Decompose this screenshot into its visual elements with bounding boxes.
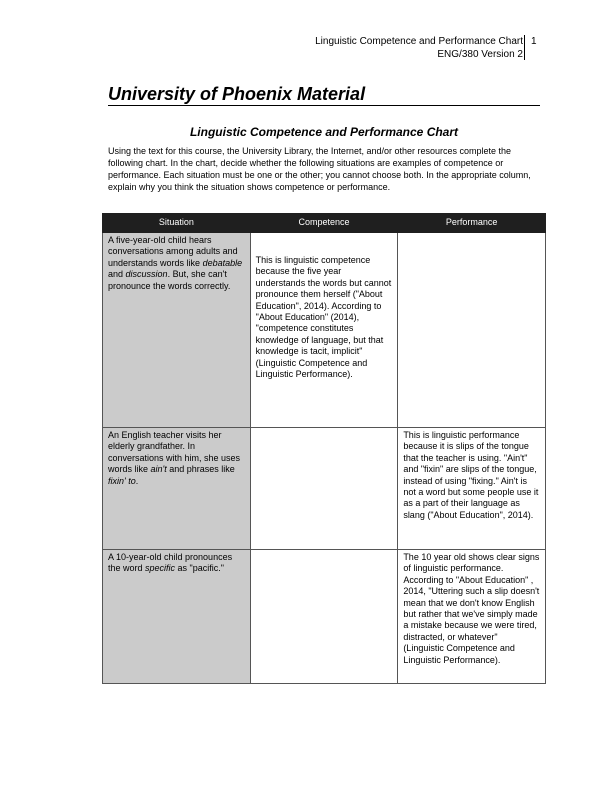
document-title: University of Phoenix Material <box>108 83 540 106</box>
situation-emphasis: specific <box>145 563 176 574</box>
performance-cell: This is linguistic performance because it is slips of the tongue that the teacher is using. "Ain't" and "fixin" are slips of the tongue, instead of using "fixing." Ain't is not a word but some people use it as a part of their language as slang ("About Education", 2014). <box>398 428 546 550</box>
table-row <box>103 428 546 550</box>
situation-text: and phrases like <box>166 464 235 475</box>
header-situation: Situation <box>103 214 251 233</box>
situation-text: A five-year-old child hears conversations among adults and understands words like <box>108 235 238 268</box>
situation-text: as "pacific." <box>175 563 224 574</box>
situation-text: and <box>108 269 126 280</box>
header-performance: Performance <box>398 214 546 233</box>
situation-cell <box>103 428 251 550</box>
performance-cell: The 10 year old shows clear signs of linguistic performance. According to "About Education" , 2014, "Uttering such a slip doesn't mean that we don't know English but rather that we've simply made a mistake because we were tired, distracted, or whatever" (Linguistic Competence and Linguistic Performance). <box>398 550 546 684</box>
table-row <box>103 550 546 684</box>
situation-text: . <box>135 475 139 486</box>
table-header-row <box>103 214 546 233</box>
performance-cell <box>398 233 546 428</box>
competence-performance-table <box>102 213 546 684</box>
situation-cell <box>103 550 251 684</box>
situation-emphasis: debatable <box>202 257 243 268</box>
table-row <box>103 233 546 428</box>
situation-cell <box>103 233 251 428</box>
situation-emphasis: fixin' to <box>108 475 136 486</box>
chart-title: Linguistic Competence and Performance Chart <box>189 125 459 139</box>
page-number: 1 <box>531 36 537 47</box>
competence-cell: This is linguistic competence because the five year understands the words but cannot pronounce them herself ("About Education", 2014). According to "About Education" (2014), "competence constitutes knowledge of language, but that knowledge is tacit, implicit" (Linguistic Competence and Linguistic Performance). <box>250 233 398 428</box>
course-version: ENG/380 Version 2 <box>437 49 523 60</box>
situation-emphasis: ain't <box>150 464 167 475</box>
running-title: Linguistic Competence and Performance Chart <box>315 36 523 47</box>
competence-cell <box>250 428 398 550</box>
instructions-paragraph: Using the text for this course, the University Library, the Internet, and/or other resources complete the following chart. In the chart, decide whether the following situations are examples of competence or performance. Each situation must be one or the other; you cannot choose both. In the appropriate column, explain why you think the situation shows competence or performance. <box>108 146 531 192</box>
competence-cell <box>250 550 398 684</box>
situation-text: A 10-year-old child pronounces the word <box>108 552 233 574</box>
situation-text: An English teacher visits her elderly grandfather. In conversations with him, she uses words like <box>108 430 241 475</box>
situation-emphasis: discussion <box>125 269 168 280</box>
header-divider <box>524 35 525 60</box>
running-header <box>315 35 523 61</box>
situation-text: . But, she can't pronounce the words correctly. <box>108 269 231 291</box>
header-competence: Competence <box>250 214 398 233</box>
